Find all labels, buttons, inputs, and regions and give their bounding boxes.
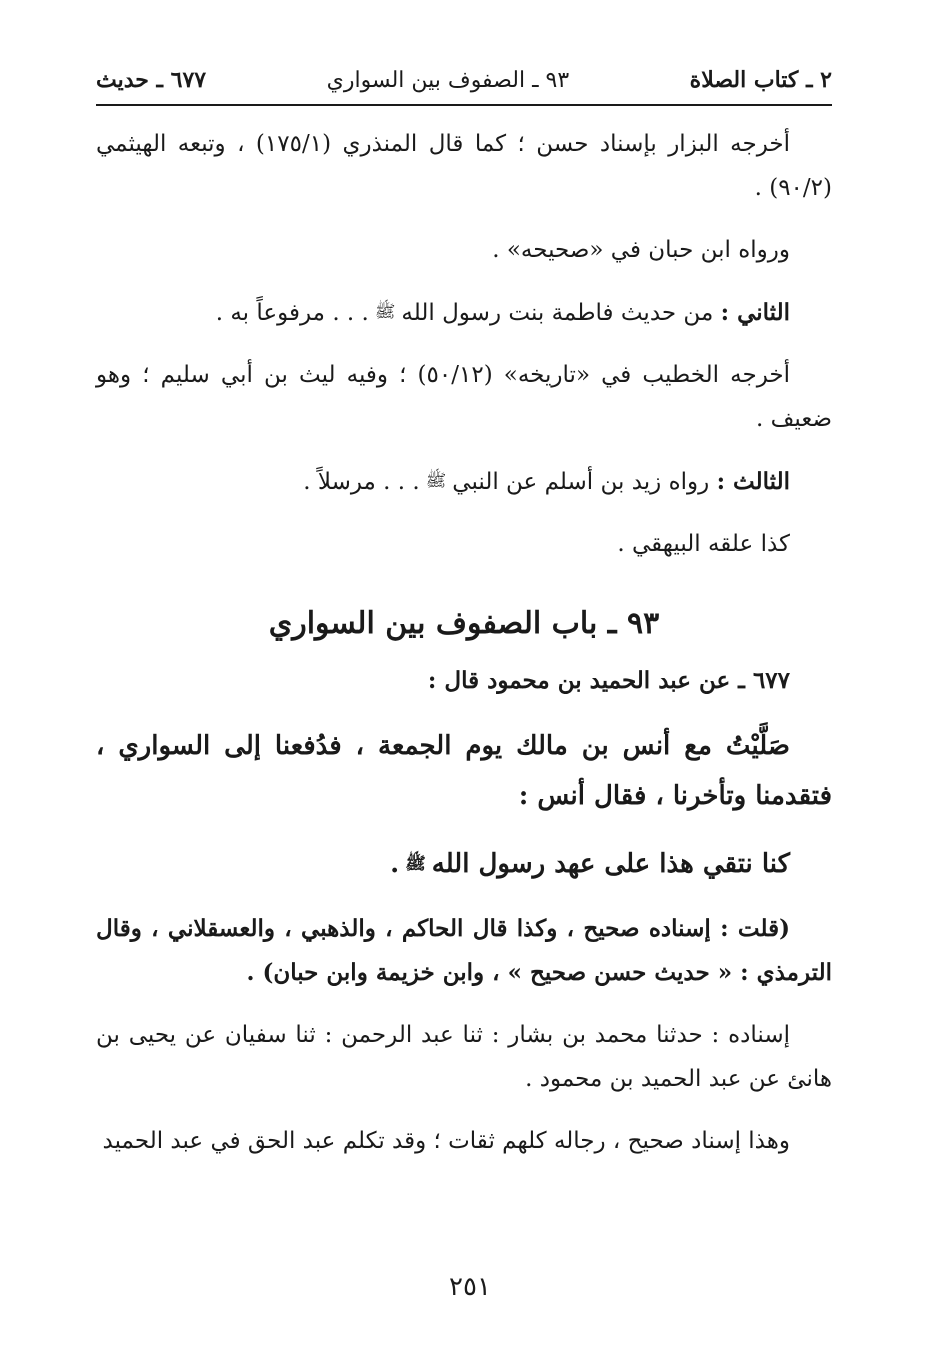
hadith-text-end [96,839,832,889]
salawat-glyph: ﷺ [405,854,426,874]
second-text: من حديث فاطمة بنت رسول الله [401,300,714,326]
commentary-evaluation: وهذا إسناد صحيح ، رجاله كلهم ثقات ؛ وقد تكلم عبد الحق في عبد الحميد [102,1128,790,1154]
label-second: الثاني : [720,299,790,326]
salawat-glyph: ﷺ [425,471,447,491]
paragraph-khatib: أخرجه الخطيب في «تاريخه» (٥٠/١٢) ؛ وفيه ليث بن أبي سليم ؛ وهو ضعيف . [96,362,832,432]
page-number: ٢٥١ [449,1272,491,1302]
paragraph-bazzar: أخرجه البزار بإسناد حسن ؛ كما قال المنذري (١٧٥/١) ، وتبعه الهيثمي (٩٠/٢) . [96,131,832,201]
header-hadith-number: ٦٧٧ ـ حديث [96,67,207,93]
hadith-intro: ٦٧٧ ـ عن عبد الحميد بن محمود قال : [427,667,790,694]
third-text-end: . . . مرسلاً . [303,469,420,495]
paragraph-bayhaqi: كذا علقه البيهقي . [617,531,790,557]
page-body [96,122,832,1163]
salawat-glyph: ﷺ [374,302,396,322]
paragraph-third-hadith [96,459,832,504]
hadith-end-dot: . [390,849,400,879]
header-chapter-title: ٩٣ ـ الصفوف بين السواري [326,67,570,93]
paragraph-second-hadith [96,290,832,335]
header-book-title: ٢ ـ كتاب الصلاة [689,67,832,93]
third-text: رواه زيد بن أسلم عن النبي [452,469,710,495]
grading-note: (قلت : إسناده صحيح ، وكذا قال الحاكم ، والذهبي ، والعسقلاني ، وقال الترمذي : « حديث حسن صحيح » ، وابن خزيمة وابن حبان) . [96,915,832,986]
header-rule [96,104,832,106]
chapter-title: ٩٣ ـ باب الصفوف بين السواري [268,606,660,641]
second-text-end: . . . مرفوعاً به . [215,300,369,326]
paragraph-ibn-hibban: ورواه ابن حبان في «صحيحه» . [492,237,790,263]
label-third: الثالث : [716,468,790,495]
page-header [96,62,832,98]
hadith-end-text: كنا نتقي هذا على عهد رسول الله [431,849,790,879]
commentary-isnad: إسناده : حدثنا محمد بن بشار : ثنا عبد الرحمن : ثنا سفيان عن يحيى بن هانئ عن عبد الحميد بن محمود . [96,1022,832,1092]
hadith-text: صَلَّيْتُ مع أنس بن مالك يوم الجمعة ، فدُفعنا إلى السواري ، فتقدمنا وتأخرنا ، فقال أنس : [96,731,832,811]
